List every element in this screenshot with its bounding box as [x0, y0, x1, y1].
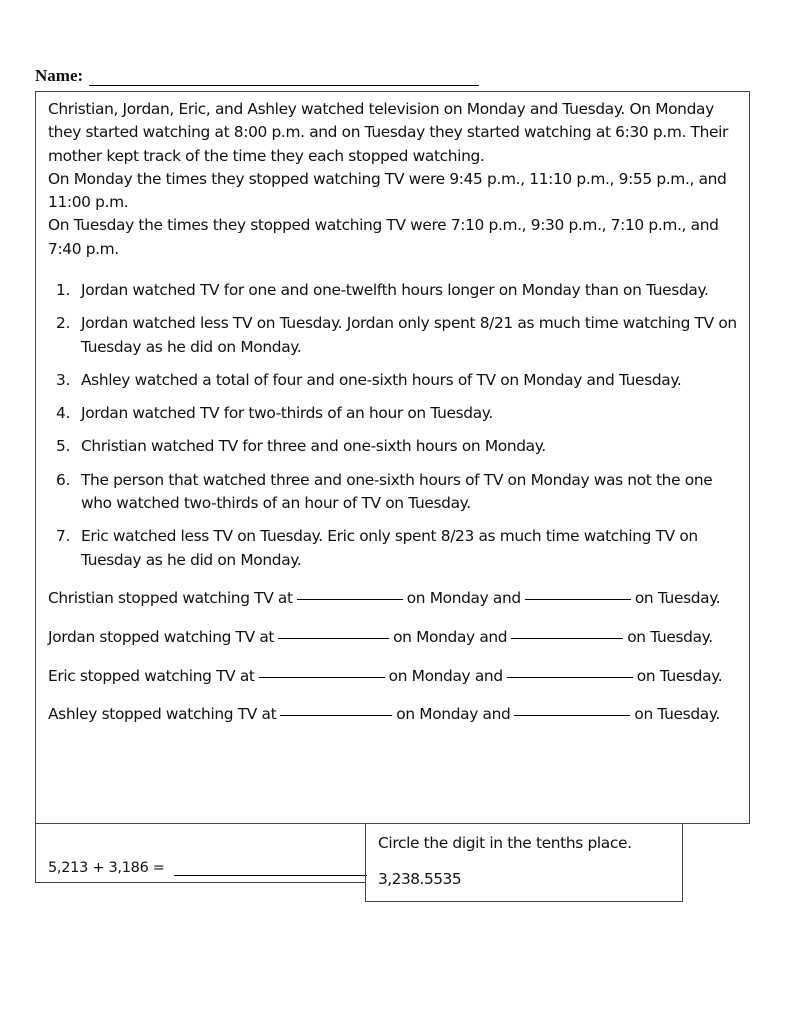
answer-middle: on Monday and: [406, 589, 521, 607]
place-value-box: [365, 823, 683, 902]
clue-text: Ashley watched a total of four and one-sixth hours of TV on Monday and Tuesday.: [81, 370, 682, 389]
clue-number: 3.: [56, 370, 70, 389]
intro-paragraph: On Tuesday the times they stopped watching TV were 7:10 p.m., 9:30 p.m., 7:10 p.m., and 7:40 p.m.: [48, 216, 719, 258]
clue-number: 6.: [56, 470, 70, 489]
clue-number: 4.: [56, 404, 70, 423]
monday-answer-blank[interactable]: [280, 714, 392, 716]
answer-suffix: on Tuesday.: [636, 667, 723, 685]
addition-expression: 5,213 + 3,186 =: [48, 860, 165, 876]
answer-suffix: on Tuesday.: [634, 589, 721, 607]
tuesday-answer-blank[interactable]: [525, 598, 631, 600]
answer-prefix: Jordan stopped watching TV at: [48, 628, 275, 646]
clue-number: 1.: [56, 281, 70, 299]
addition-problem: [48, 860, 367, 876]
clue-text: Jordan watched TV for one and one-twelfth hours longer on Monday than on Tuesday.: [81, 281, 709, 299]
clue-item: [48, 279, 743, 302]
tuesday-answer-blank[interactable]: [511, 637, 623, 639]
clue-text: Jordan watched less TV on Tuesday. Jordan only spent 8/21 as much time watching TV on Tuesday as he did on Monday.: [81, 314, 737, 356]
answer-suffix: on Tuesday.: [627, 628, 713, 646]
answer-prefix: Christian stopped watching TV at: [48, 589, 293, 607]
clue-item: [48, 402, 743, 425]
clue-number: 2.: [56, 314, 70, 333]
answer-row-eric: [48, 667, 722, 685]
answer-middle: on Monday and: [396, 705, 511, 723]
answer-middle: on Monday and: [388, 667, 503, 685]
monday-answer-blank[interactable]: [297, 598, 403, 600]
answer-row-christian: [48, 589, 720, 607]
clue-item: [48, 312, 743, 359]
answer-prefix: Eric stopped watching TV at: [48, 667, 255, 685]
clue-text: Jordan watched TV for two-thirds of an hour on Tuesday.: [81, 404, 493, 423]
clue-list: [48, 279, 743, 582]
answer-middle: on Monday and: [393, 628, 508, 646]
name-label: Name:: [35, 66, 84, 85]
intro-text: [48, 98, 738, 261]
clue-number: 7.: [56, 527, 70, 546]
clue-text: Eric watched less TV on Tuesday. Eric only spent 8/23 as much time watching TV on Tuesday as he did on Monday.: [81, 527, 698, 569]
answer-prefix: Ashley stopped watching TV at: [48, 705, 277, 723]
answer-row-ashley: [48, 705, 720, 723]
tuesday-answer-blank[interactable]: [507, 676, 633, 678]
name-blank[interactable]: [89, 71, 479, 86]
clue-number: 5.: [56, 437, 70, 456]
clue-item: [48, 369, 743, 392]
place-value-question: Circle the digit in the tenths place.: [378, 834, 632, 852]
answer-suffix: on Tuesday.: [634, 705, 720, 723]
addition-answer-blank[interactable]: [174, 875, 367, 876]
intro-paragraph: On Monday the times they stopped watching TV were 9:45 p.m., 11:10 p.m., 9:55 p.m., and 11:00 p.m.: [48, 169, 727, 212]
intro-paragraph: Christian, Jordan, Eric, and Ashley watched television on Monday and Tuesday. On Monday they started watching at 8:00 p.m. and on Tuesday they started watching at 6:30 p.m. Their mother kept track of the time they each stopped watching.: [48, 100, 729, 165]
monday-answer-blank[interactable]: [259, 676, 385, 678]
clue-item: [48, 525, 743, 572]
addition-box: [35, 823, 366, 883]
clue-text: Christian watched TV for three and one-sixth hours on Monday.: [81, 437, 546, 456]
monday-answer-blank[interactable]: [278, 637, 389, 639]
clue-item: [48, 435, 743, 458]
answer-row-jordan: [48, 628, 713, 646]
puzzle-box: [35, 91, 750, 824]
clue-item: [48, 469, 743, 516]
name-row: [35, 66, 479, 86]
tuesday-answer-blank[interactable]: [514, 714, 630, 716]
clue-text: The person that watched three and one-sixth hours of TV on Monday was not the one who watched two-thirds of an hour of TV on Tuesday.: [81, 470, 713, 513]
place-value-number[interactable]: 3,238.5535: [378, 870, 462, 888]
